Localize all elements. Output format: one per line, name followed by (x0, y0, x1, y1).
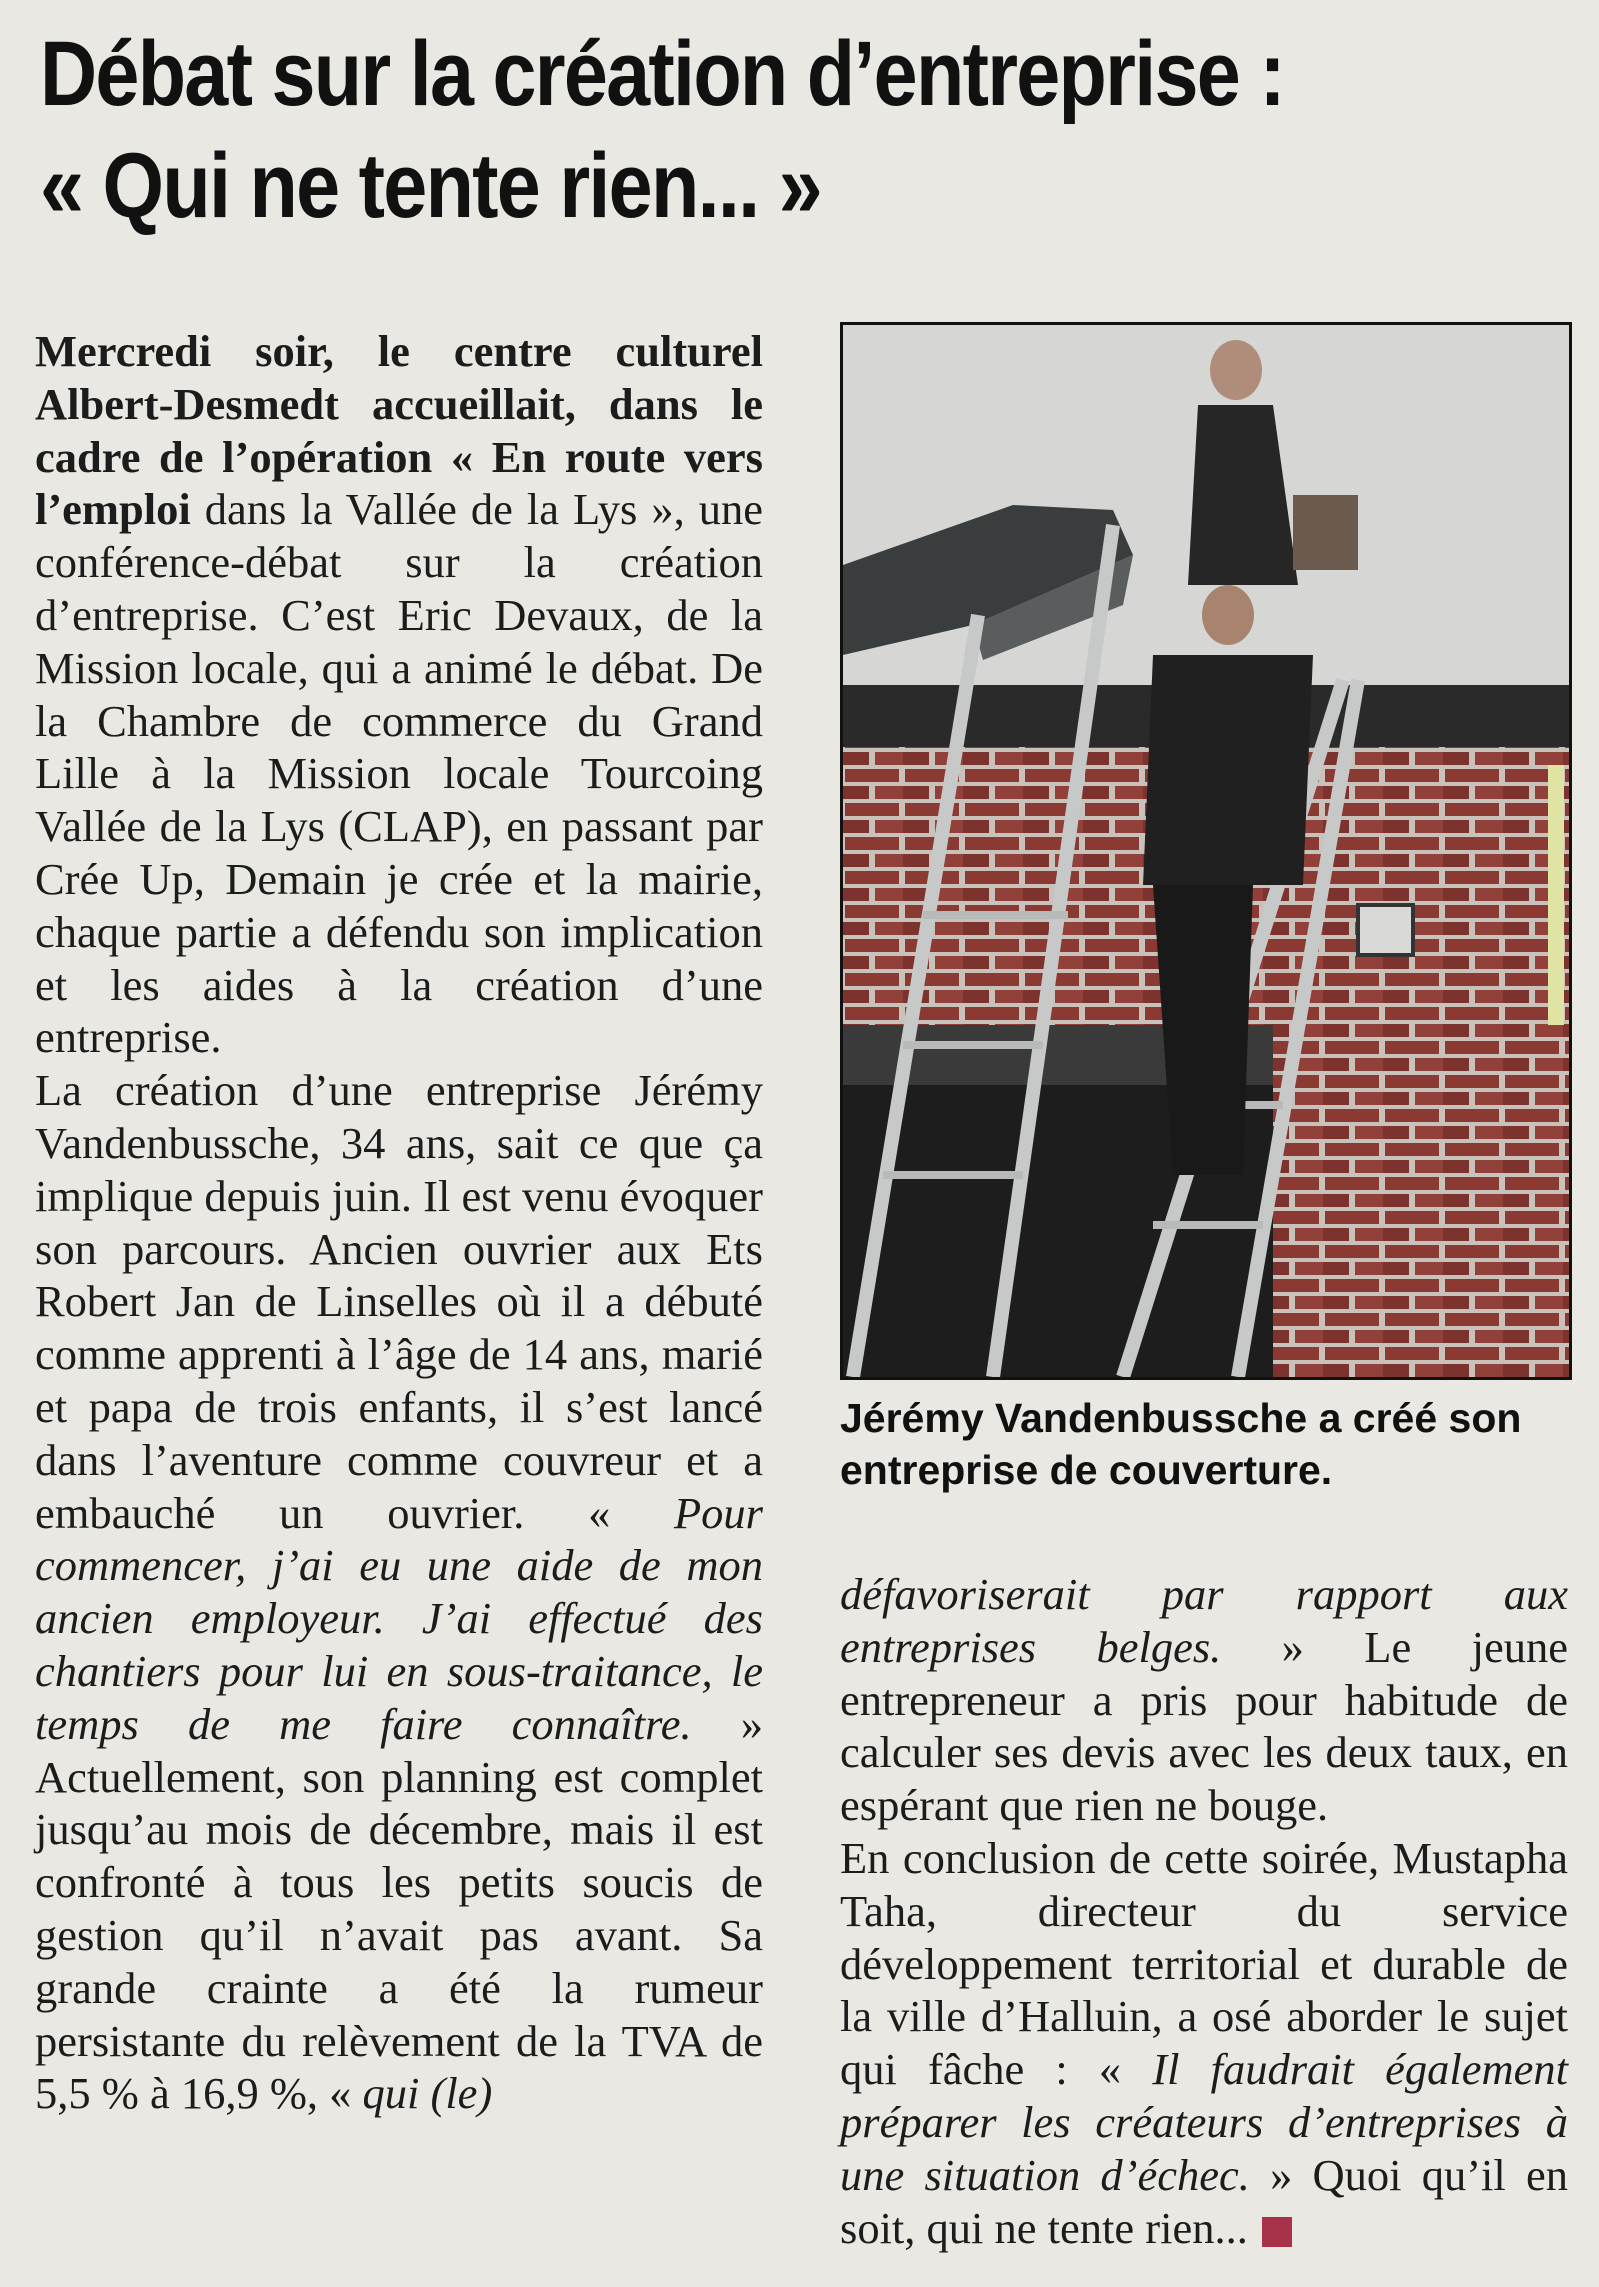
paragraph-3 (840, 1832, 1568, 2254)
left-column (35, 325, 763, 2120)
paragraph-3-text: En conclusion de cette soirée, Mustapha Taha, directeur du service développement territorial et durable de la ville d’Halluin, a osé aborder le sujet qui fâche : « (840, 1832, 1568, 2095)
photo-illustration (843, 325, 1569, 1377)
photo-caption: Jérémy Vandenbussche a créé son entreprise de couverture. (840, 1395, 1522, 1493)
headline (40, 18, 1356, 242)
paragraph-3-end: » Quoi qu’il en soit, qui ne tente rien... (840, 2149, 1568, 2253)
paragraph-1 (35, 325, 763, 1064)
paragraph-2-continued-text: » Le jeune entrepreneur a pris pour habitude de calculer ses devis avec les deux taux, en espérant que rien ne bouge. (840, 1621, 1568, 1831)
end-of-article-mark (1262, 2217, 1292, 2247)
paragraph-1-text: dans la Vallée de la Lys », une conférence-débat sur la création d’entreprise. C’est Eric Devaux, de la Mission locale, qui a animé le débat. De la Chambre de commerce du Grand Lille à la Mission locale Tourcoing Vallée de la Lys (CLAP), en passant par Crée Up, Demain je crée et la mairie, chaque partie a défendu son implication et les aides à la création d’une entreprise. (35, 484, 763, 1063)
paragraph-2-text: La création d’une entreprise Jérémy Vandenbussche, 34 ans, sait ce que ça implique depuis juin. Il est venu évoquer son parcours. Ancien ouvrier aux Ets Robert Jan de Linselles où il a débuté comme apprenti à l’âge de 14 ans, marié et papa de trois enfants, il s’est lancé dans l’aventure comme couvreur et a embauché un ouvrier. « (35, 1065, 763, 1538)
quote-1: Pour commencer, j’ai eu une aide de mon ancien employeur. J’ai effectué des chantiers pour lui en sous-traitance, le temps de me faire connaître. (35, 1487, 763, 1749)
right-column (840, 1568, 1568, 2254)
paragraph-2-continued (840, 1568, 1568, 1832)
quote-2-start: qui (le) (362, 2068, 493, 2119)
lead-text: Mercredi soir, le centre culturel Albert-Desmedt accueillait, dans le cadre de l’opération « En route vers l’emploi (35, 326, 763, 535)
headline-line-1: Débat sur la création d’entreprise : (40, 23, 1284, 125)
paragraph-2-text-end: » Actuellement, son planning est complet jusqu’au mois de décembre, mais il est confronté à tous les petits soucis de gestion qu’il n’avait pas avant. Sa grande crainte a été la rumeur persistante du relèvement de la TVA de 5,5 % à 16,9 %, « (35, 1698, 763, 2119)
quote-3: Il faudrait également préparer les créateurs d’entreprises à une situation d’échec. (840, 2044, 1568, 2200)
headline-line-2: « Qui ne tente rien... » (40, 135, 821, 237)
photo-roofers-on-ladders (840, 322, 1572, 1380)
quote-2-end: défavoriserait par rapport aux entreprises belges. (840, 1569, 1568, 1672)
paragraph-2 (35, 1064, 763, 2120)
